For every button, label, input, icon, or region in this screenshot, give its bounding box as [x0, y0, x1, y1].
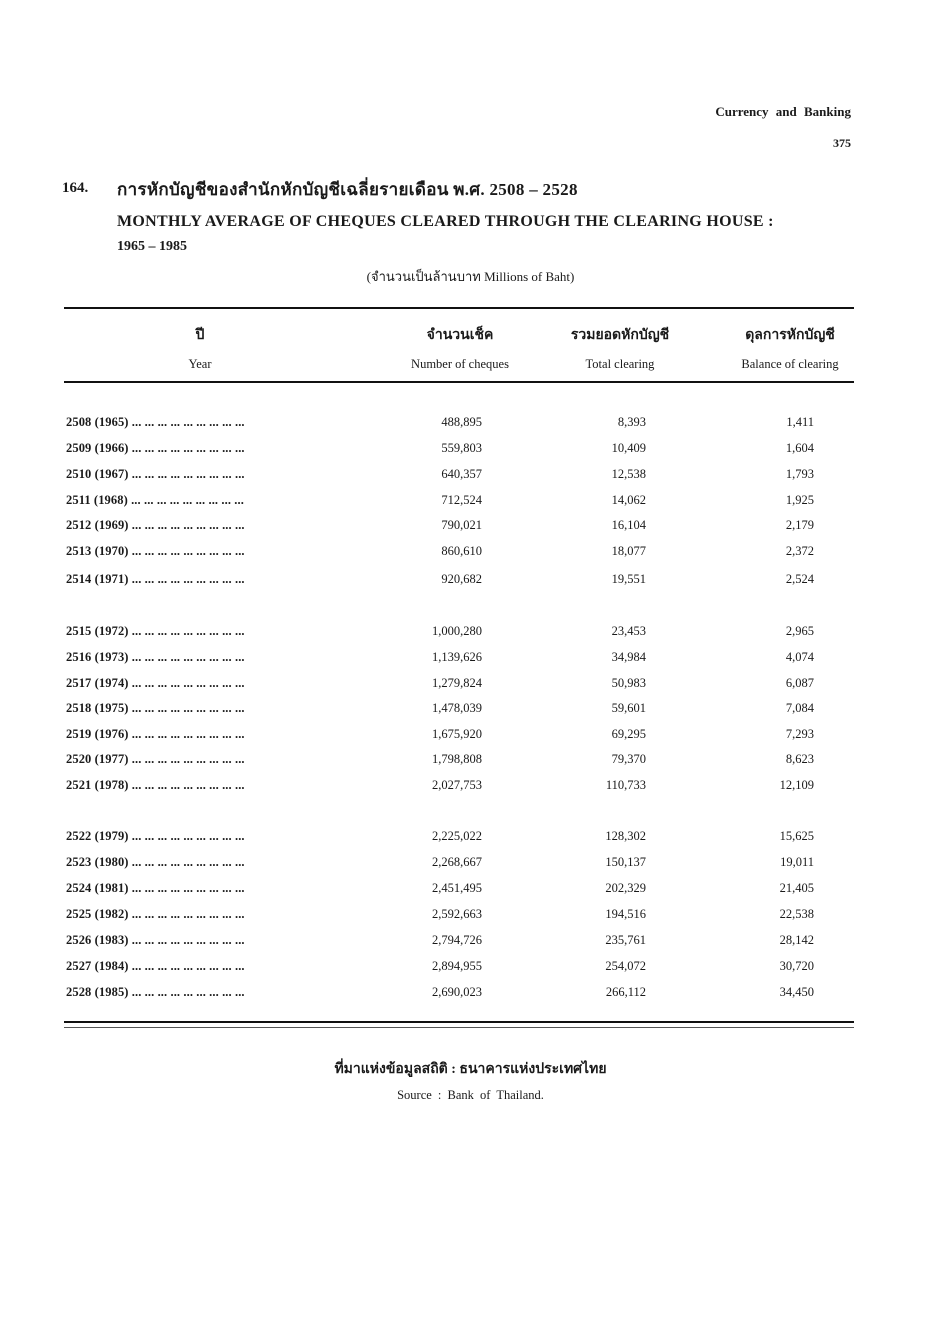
total-cell: 150,137 [605, 855, 646, 869]
year-cell: 2524 (1981) ... ... ... ... ... ... ... ... ... [66, 881, 245, 895]
column-header-english: Number of cheques [411, 357, 509, 371]
cheques-cell: 2,027,753 [432, 778, 482, 792]
table-number: 164. [62, 180, 89, 196]
balance-cell: 7,084 [785, 701, 814, 715]
table-title-thai: การหักบัญชีของสำนักหักบัญชีเฉลี่ยรายเดือน พ.ศ. 2508 – 2528 [117, 180, 578, 199]
header-rule [64, 381, 854, 383]
year-cell: 2522 (1979) ... ... ... ... ... ... ... ... ... [66, 829, 245, 843]
total-cell: 19,551 [611, 572, 646, 586]
total-cell: 50,983 [611, 676, 646, 690]
table-row [0, 727, 941, 747]
total-cell: 34,984 [611, 650, 646, 664]
total-cell: 128,302 [605, 829, 646, 843]
total-cell: 10,409 [611, 441, 646, 455]
cheques-cell: 712,524 [441, 493, 482, 507]
cheques-cell: 2,592,663 [432, 907, 482, 921]
table-row [0, 985, 941, 1005]
balance-cell: 4,074 [785, 650, 814, 664]
table-row [0, 493, 941, 513]
table-row [0, 415, 941, 435]
balance-cell: 34,450 [779, 985, 814, 999]
column-header-english: Year [188, 357, 212, 371]
page-number: 375 [833, 136, 851, 150]
column-header-year [100, 322, 300, 378]
year-cell: 2509 (1966) ... ... ... ... ... ... ... ... ... [66, 441, 245, 455]
column-header-balance [715, 322, 865, 378]
cheques-cell: 2,794,726 [432, 933, 482, 947]
cheques-cell: 2,894,955 [432, 959, 482, 973]
table-row [0, 959, 941, 979]
column-header-thai: จำนวนเช็ค [426, 328, 494, 343]
balance-cell: 21,405 [779, 881, 814, 895]
table-row [0, 752, 941, 772]
cheques-cell: 1,478,039 [432, 701, 482, 715]
table-row [0, 676, 941, 696]
table-row [0, 933, 941, 953]
table-row [0, 855, 941, 875]
total-cell: 59,601 [611, 701, 646, 715]
cheques-cell: 1,279,824 [432, 676, 482, 690]
column-header-thai: ปี [195, 328, 205, 343]
table-bottom-rule [64, 1021, 854, 1023]
total-cell: 79,370 [611, 752, 646, 766]
cheques-cell: 2,451,495 [432, 881, 482, 895]
balance-cell: 19,011 [780, 855, 814, 869]
table-row [0, 467, 941, 487]
total-cell: 266,112 [605, 985, 646, 999]
year-cell: 2528 (1985) ... ... ... ... ... ... ... ... ... [66, 985, 245, 999]
year-cell: 2526 (1983) ... ... ... ... ... ... ... ... ... [66, 933, 245, 947]
balance-cell: 7,293 [785, 727, 814, 741]
cheques-cell: 1,798,808 [432, 752, 482, 766]
column-header-total [545, 322, 695, 378]
cheques-cell: 920,682 [441, 572, 482, 586]
table-row [0, 907, 941, 927]
total-cell: 23,453 [611, 624, 646, 638]
balance-cell: 8,623 [785, 752, 814, 766]
balance-cell: 2,179 [785, 518, 814, 532]
table-row [0, 544, 941, 564]
year-cell: 2511 (1968) ... ... ... ... ... ... ... ... ... [66, 493, 244, 507]
units-note: (จำนวนเป็นล้านบาท Millions of Baht) [366, 269, 575, 284]
total-cell: 14,062 [611, 493, 646, 507]
year-cell: 2513 (1970) ... ... ... ... ... ... ... ... ... [66, 544, 245, 558]
table-row [0, 441, 941, 461]
year-cell: 2517 (1974) ... ... ... ... ... ... ... ... ... [66, 676, 245, 690]
balance-cell: 2,372 [785, 544, 814, 558]
cheques-cell: 1,000,280 [432, 624, 482, 638]
balance-cell: 28,142 [779, 933, 814, 947]
year-cell: 2519 (1976) ... ... ... ... ... ... ... ... ... [66, 727, 245, 741]
balance-cell: 1,411 [786, 415, 814, 429]
balance-cell: 6,087 [785, 676, 814, 690]
year-cell: 2520 (1977) ... ... ... ... ... ... ... ... ... [66, 752, 245, 766]
year-cell: 2508 (1965) ... ... ... ... ... ... ... ... ... [66, 415, 245, 429]
cheques-cell: 2,268,667 [432, 855, 482, 869]
balance-cell: 15,625 [779, 829, 814, 843]
column-header-thai: ดุลการหักบัญชี [745, 328, 835, 343]
balance-cell: 30,720 [779, 959, 814, 973]
cheques-cell: 488,895 [441, 415, 482, 429]
balance-cell: 2,965 [785, 624, 814, 638]
table-row [0, 624, 941, 644]
year-cell: 2510 (1967) ... ... ... ... ... ... ... ... ... [66, 467, 245, 481]
total-cell: 18,077 [611, 544, 646, 558]
year-cell: 2516 (1973) ... ... ... ... ... ... ... ... ... [66, 650, 245, 664]
column-header-thai: รวมยอดหักบัญชี [570, 328, 670, 343]
year-cell: 2518 (1975) ... ... ... ... ... ... ... ... ... [66, 701, 245, 715]
year-cell: 2515 (1972) ... ... ... ... ... ... ... ... ... [66, 624, 245, 638]
source-note-thai: ที่มาแห่งข้อมูลสถิติ : ธนาคารแห่งประเทศไทย [334, 1062, 607, 1077]
table-row [0, 518, 941, 538]
year-cell: 2514 (1971) ... ... ... ... ... ... ... ... ... [66, 572, 245, 586]
column-header-english: Balance of clearing [741, 357, 839, 371]
year-cell: 2523 (1980) ... ... ... ... ... ... ... ... ... [66, 855, 245, 869]
year-cell: 2512 (1969) ... ... ... ... ... ... ... ... ... [66, 518, 245, 532]
total-cell: 8,393 [617, 415, 646, 429]
cheques-cell: 1,139,626 [432, 650, 482, 664]
balance-cell: 1,925 [785, 493, 814, 507]
table-row [0, 650, 941, 670]
table-title-years: 1965 – 1985 [117, 239, 187, 254]
running-head: Currency and Banking [715, 104, 851, 119]
year-cell: 2521 (1978) ... ... ... ... ... ... ... ... ... [66, 778, 245, 792]
cheques-cell: 790,021 [441, 518, 482, 532]
total-cell: 69,295 [611, 727, 646, 741]
column-header-cheques [380, 322, 540, 378]
table-title-english: MONTHLY AVERAGE OF CHEQUES CLEARED THROUGH THE CLEARING HOUSE : [117, 213, 774, 230]
cheques-cell: 1,675,920 [432, 727, 482, 741]
table-row [0, 881, 941, 901]
total-cell: 254,072 [605, 959, 646, 973]
cheques-cell: 860,610 [441, 544, 482, 558]
total-cell: 202,329 [605, 881, 646, 895]
table-row [0, 829, 941, 849]
total-cell: 235,761 [605, 933, 646, 947]
cheques-cell: 559,803 [441, 441, 482, 455]
balance-cell: 1,604 [785, 441, 814, 455]
year-cell: 2525 (1982) ... ... ... ... ... ... ... ... ... [66, 907, 245, 921]
total-cell: 12,538 [611, 467, 646, 481]
table-top-rule [64, 307, 854, 309]
cheques-cell: 2,690,023 [432, 985, 482, 999]
balance-cell: 12,109 [779, 778, 814, 792]
balance-cell: 22,538 [779, 907, 814, 921]
table-row [0, 778, 941, 798]
balance-cell: 2,524 [785, 572, 814, 586]
cheques-cell: 2,225,022 [432, 829, 482, 843]
total-cell: 16,104 [611, 518, 646, 532]
total-cell: 194,516 [605, 907, 646, 921]
column-header-english: Total clearing [585, 357, 655, 371]
year-cell: 2527 (1984) ... ... ... ... ... ... ... ... ... [66, 959, 245, 973]
balance-cell: 1,793 [785, 467, 814, 481]
total-cell: 110,733 [605, 778, 646, 792]
cheques-cell: 640,357 [441, 467, 482, 481]
table-bottom-rule-thin [64, 1027, 854, 1028]
table-row [0, 701, 941, 721]
source-note-english: Source : Bank of Thailand. [397, 1088, 544, 1102]
table-row [0, 572, 941, 592]
